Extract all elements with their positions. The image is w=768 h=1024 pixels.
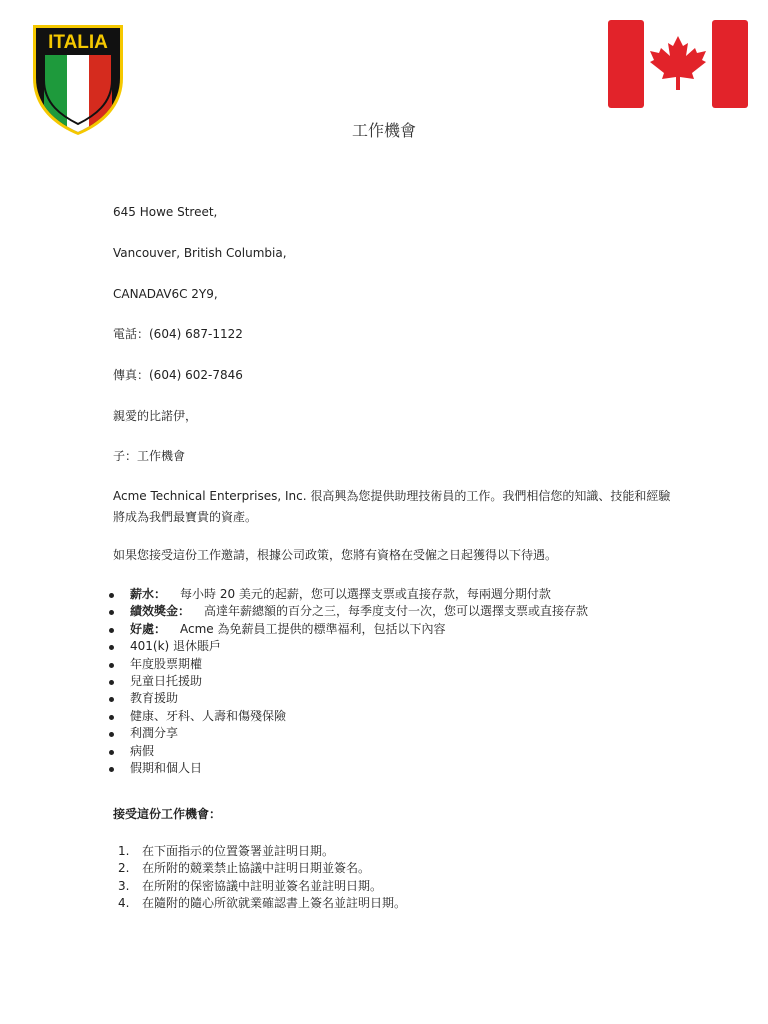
acceptance-steps: [118, 843, 406, 913]
step-number: 4.: [118, 896, 130, 911]
italia-logo-text: ITALIA: [48, 32, 108, 53]
benefit-text: 每小時 20 美元的起薪，您可以選擇支票或直接存款，每兩週分期付款: [180, 587, 551, 601]
benefit-item: [106, 708, 588, 725]
benefit-text: 假期和個人日: [130, 760, 203, 775]
step-item: [118, 860, 406, 877]
step-item: [118, 895, 406, 912]
document-title: 工作機會: [351, 121, 416, 140]
benefit-item: [106, 725, 588, 742]
benefit-item: [106, 638, 588, 655]
address-street: 645 Howe Street,: [113, 205, 218, 219]
benefit-item: [106, 760, 588, 777]
benefit-text: 教育援助: [130, 691, 179, 706]
phone-number: 電話：(604) 687-1122: [113, 327, 243, 341]
benefit-item: [106, 690, 588, 707]
benefit-item: [106, 743, 588, 760]
step-text: 在所附的競業禁止協議中註明日期並簽名。: [142, 861, 371, 876]
benefit-text: 高達年薪總額的百分之三，每季度支付一次，您可以選擇支票或直接存款: [204, 604, 589, 619]
benefit-label: 薪水：: [130, 587, 167, 601]
step-item: [118, 878, 406, 895]
address-postal: CANADAV6C 2Y9,: [113, 287, 218, 301]
benefit-text: 401(k) 退休賬戶: [130, 639, 222, 654]
benefit-item: [106, 621, 588, 638]
benefit-text: 健康、牙科、人壽和傷殘保險: [130, 708, 287, 723]
intro-paragraph: Acme Technical Enterprises, Inc. 很高興為您提供助理技術員的工作。我們相信您的知識、技能和經驗將成為我們最寶貴的資產。: [113, 489, 671, 524]
step-number: 3.: [118, 878, 130, 893]
benefit-label: 績效獎金：: [130, 604, 191, 619]
benefit-label: 好處：: [130, 621, 167, 636]
benefit-item: [106, 586, 588, 603]
benefit-text: Acme 為免薪員工提供的標準福利，包括以下內容: [180, 621, 446, 636]
benefits-list: [106, 586, 588, 777]
benefit-text: 年度股票期權: [130, 656, 203, 671]
step-item: [118, 843, 406, 860]
canada-flag: [608, 20, 748, 112]
benefits-intro: 如果您接受這份工作邀請，根據公司政策，您將有資格在受僱之日起獲得以下待遇。: [113, 548, 558, 562]
benefit-text: 兒童日托援助: [130, 673, 203, 688]
benefit-text: 病假: [130, 743, 155, 758]
benefit-text: 利潤分享: [130, 726, 179, 741]
step-number: 1.: [118, 844, 130, 858]
greeting: 親愛的比諾伊，: [113, 409, 198, 423]
subject-line: 子：工作機會: [113, 449, 186, 463]
benefit-item: [106, 656, 588, 673]
address-city: Vancouver, British Columbia,: [113, 246, 287, 260]
step-number: 2.: [118, 861, 130, 876]
step-text: 在所附的保密協議中註明並簽名並註明日期。: [142, 878, 383, 893]
fax-number: 傳真：(604) 602-7846: [113, 368, 243, 382]
benefit-item: [106, 673, 588, 690]
accept-heading: 接受這份工作機會：: [113, 807, 222, 821]
step-text: 在隨附的隨心所欲就業確認書上簽名並註明日期。: [142, 896, 407, 911]
benefit-item: [106, 603, 588, 620]
step-text: 在下面指示的位置簽署並註明日期。: [142, 844, 335, 858]
